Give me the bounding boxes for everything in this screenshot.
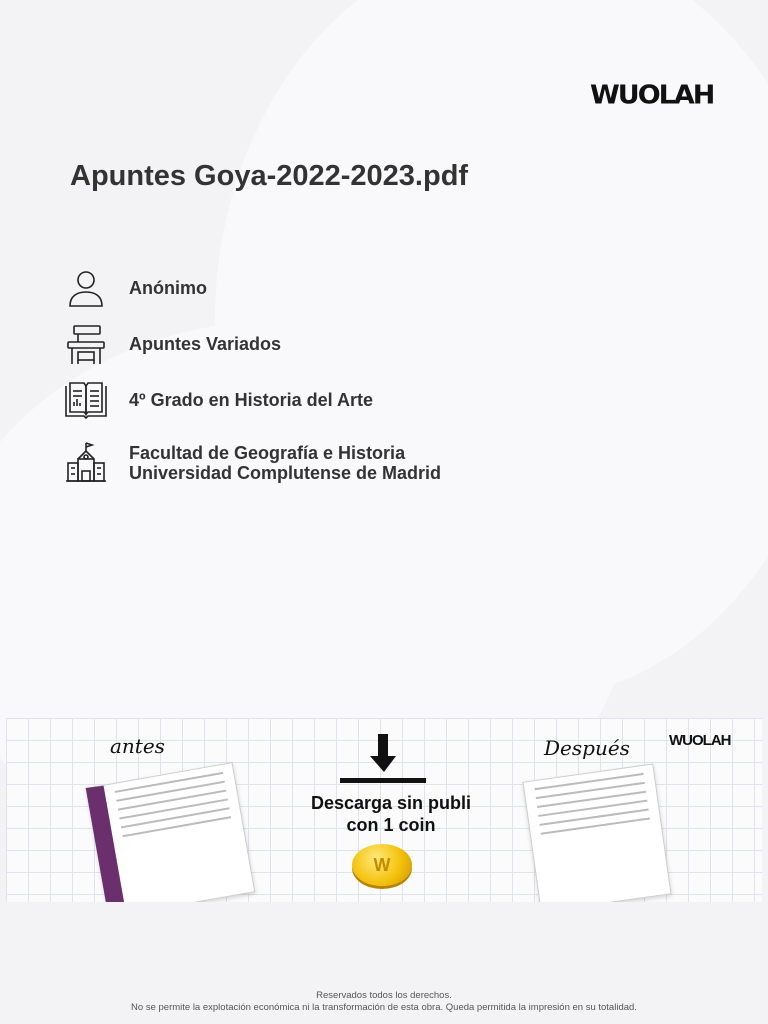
footer-rights: Reservados todos los derechos. xyxy=(316,990,452,1001)
footer-license: No se permite la explotación económica ni la transformación de esta obra. Queda permitida la impresión en su totalidad. xyxy=(131,1002,637,1013)
degree-row xyxy=(64,378,373,422)
student-desk-icon xyxy=(64,322,108,366)
document-title: Apuntes Goya-2022-2023.pdf xyxy=(70,160,469,192)
type-row xyxy=(64,322,281,366)
institution-row xyxy=(64,441,441,485)
open-book-icon xyxy=(64,378,108,422)
type-label: Apuntes Variados xyxy=(129,334,282,354)
promo-line-1: Descarga sin publi xyxy=(310,793,472,813)
banner-wuolah-logo: WUOLAH xyxy=(669,732,731,749)
author-label: Anónimo xyxy=(129,278,207,298)
document-with-ads-image xyxy=(86,762,256,902)
before-label: antes xyxy=(110,734,165,758)
after-label: Después xyxy=(544,736,630,760)
university-building-icon xyxy=(64,441,108,485)
degree-label: 4º Grado en Historia del Arte xyxy=(129,390,373,410)
no-ads-banner[interactable] xyxy=(6,718,762,902)
document-clean-image xyxy=(522,763,671,902)
faculty-label: Facultad de Geografía e Historia xyxy=(129,443,406,463)
wuolah-logo[interactable]: WUOLAH xyxy=(590,80,714,111)
institution-text xyxy=(129,443,441,483)
coin-symbol: W xyxy=(373,854,391,875)
promo-text xyxy=(276,792,506,836)
university-label: Universidad Complutense de Madrid xyxy=(129,463,442,483)
user-icon xyxy=(64,266,108,310)
coin-icon xyxy=(352,844,412,886)
copyright-footer xyxy=(0,990,768,1014)
promo-line-2: con 1 coin xyxy=(346,815,436,835)
download-arrow-icon xyxy=(340,730,430,791)
author-row xyxy=(64,266,207,310)
